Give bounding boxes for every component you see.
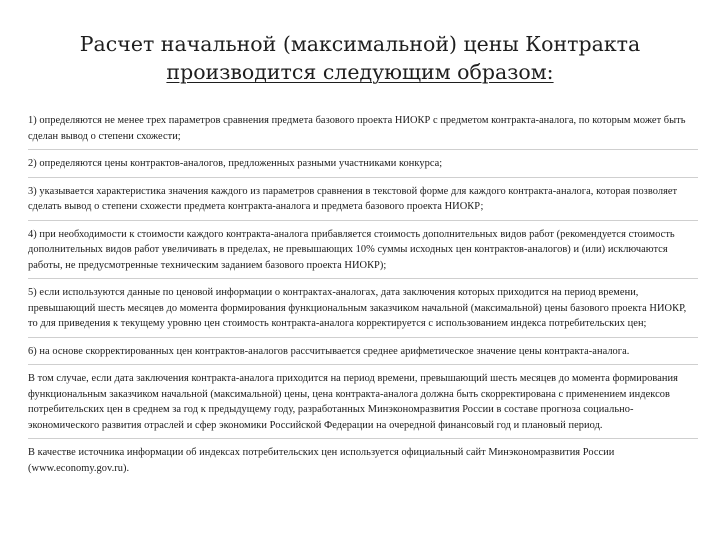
procedure-step-4: 4) при необходимости к стоимости каждого контракта-аналога прибавляется стоимость дополнительных видов работ (рекомендуется стоимость дополнительных видов работ увеличивать в пределах, не превышающих 10% суммы исходных цен контрактов-аналогов) и (или) исключаются работы, не предусмотренные техническим заданием базового проекта НИОКР); — [28, 227, 698, 280]
title-line-1: Расчет начальной (максимальной) цены Контракта — [79, 32, 641, 56]
procedure-list — [28, 113, 698, 481]
source-note: В качестве источника информации об индексах потребительских цен используется официальный сайт Минэкономразвития России (www.economy.gov.ru). — [28, 447, 615, 474]
procedure-step-5: 5) если используются данные по ценовой информации о контрактах-аналогах, дата заключения которых приходится на период времени, превышающий шесть месяцев до момента формирования функциональным заказчиком начальной (максимальной) цены базового проекта НИОКР, то для приведения к текущему уровню цен стоимость контракта-аналога корректируется с использованием индекса потребительских цен; — [28, 285, 698, 338]
procedure-step-6: 6) на основе скорректированных цен контрактов-аналогов рассчитывается среднее арифметическое значение цены контракта-аналога. — [28, 344, 698, 366]
procedure-step-1: 1) определяются не менее трех параметров сравнения предмета базового проекта НИОКР с предметом контракта-аналога, по которым может быть сделан вывод о степени схожести; — [28, 113, 698, 150]
slide-title — [20, 30, 700, 86]
price-adjustment-note: В том случае, если дата заключения контракта-аналога приходится на период времени, превышающий шесть месяцев до момента формирования функциональным заказчиком начальной (максимальной) цены, цена контракта-аналога должна быть скорректирована с применением индексов потребительских цен в среднем за год к предыдущему году, разработанных Минэкономразвития России в составе прогноза социально-экономического развития отраслей и сфер экономики Российской Федерации на очередной финансовый год и плановый период. — [28, 371, 698, 439]
title-line-2: производится следующим образом: — [166, 60, 554, 84]
procedure-step-2: 2) определяются цены контрактов-аналогов, предложенных разными участниками конкурса; — [28, 156, 698, 178]
procedure-step-3: 3) указывается характеристика значения каждого из параметров сравнения в текстовой форме для каждого контракта-аналога, которая позволяет сделать вывод о степени схожести предмета контракта-аналога и предмета базового проекта НИОКР; — [28, 184, 698, 221]
